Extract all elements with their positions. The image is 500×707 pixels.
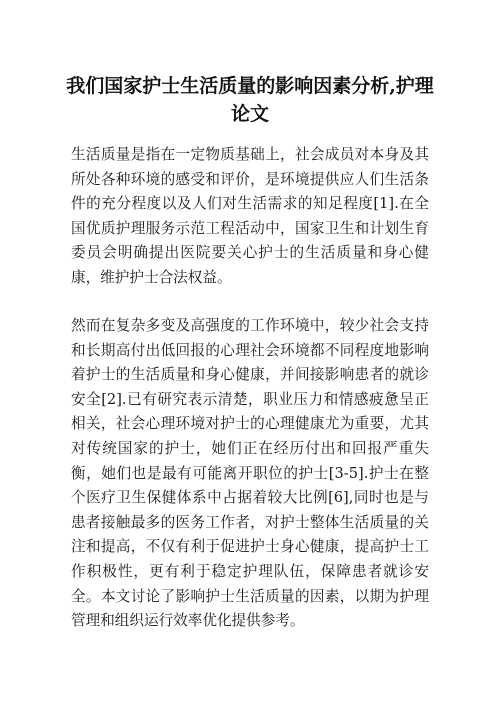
- paragraph-2: 然而在复杂多变及高强度的工作环境中，较少社会支持和长期高付出低回报的心理社会环境都不同程度地影响着护士的生活质量和身心健康，并间接影响患者的就诊安全[2].已有研究表示清楚，职业压力和情感疲惫呈正相关，社会心理环境对护士的心理健康尤为重要，尤其对传统国家的护士，她们正在经历付出和回报严重失衡，她们也是最有可能离开职位的护士[3-5].护士在整个医疗卫生保健体系中占据着较大比例[6],同时也是与患者接触最多的医务工作者，对护士整体生活质量的关注和提高，不仅有利于促进护士身心健康，提高护士工作积极性，更有利于稳定护理队伍，保障患者就诊安全。本文讨论了影响护士生活质量的因素，以期为护理管理和组织运行效率优化提供参考。: [71, 317, 429, 630]
- document-title: 我们国家护士生活质量的影响因素分析,护理论文: [66, 75, 434, 125]
- paragraph-1: 生活质量是指在一定物质基础上，社会成员对本身及其所处各种环境的感受和评价，是环境提供应人们生活条件的充分程度以及人们对生活需求的知足程度[1].在全国优质护理服务示范工程活动中，国家卫生和计划生育委员会明确提出医院要关心护士的生活质量和身心健康，维护护士合法权益。: [71, 146, 429, 286]
